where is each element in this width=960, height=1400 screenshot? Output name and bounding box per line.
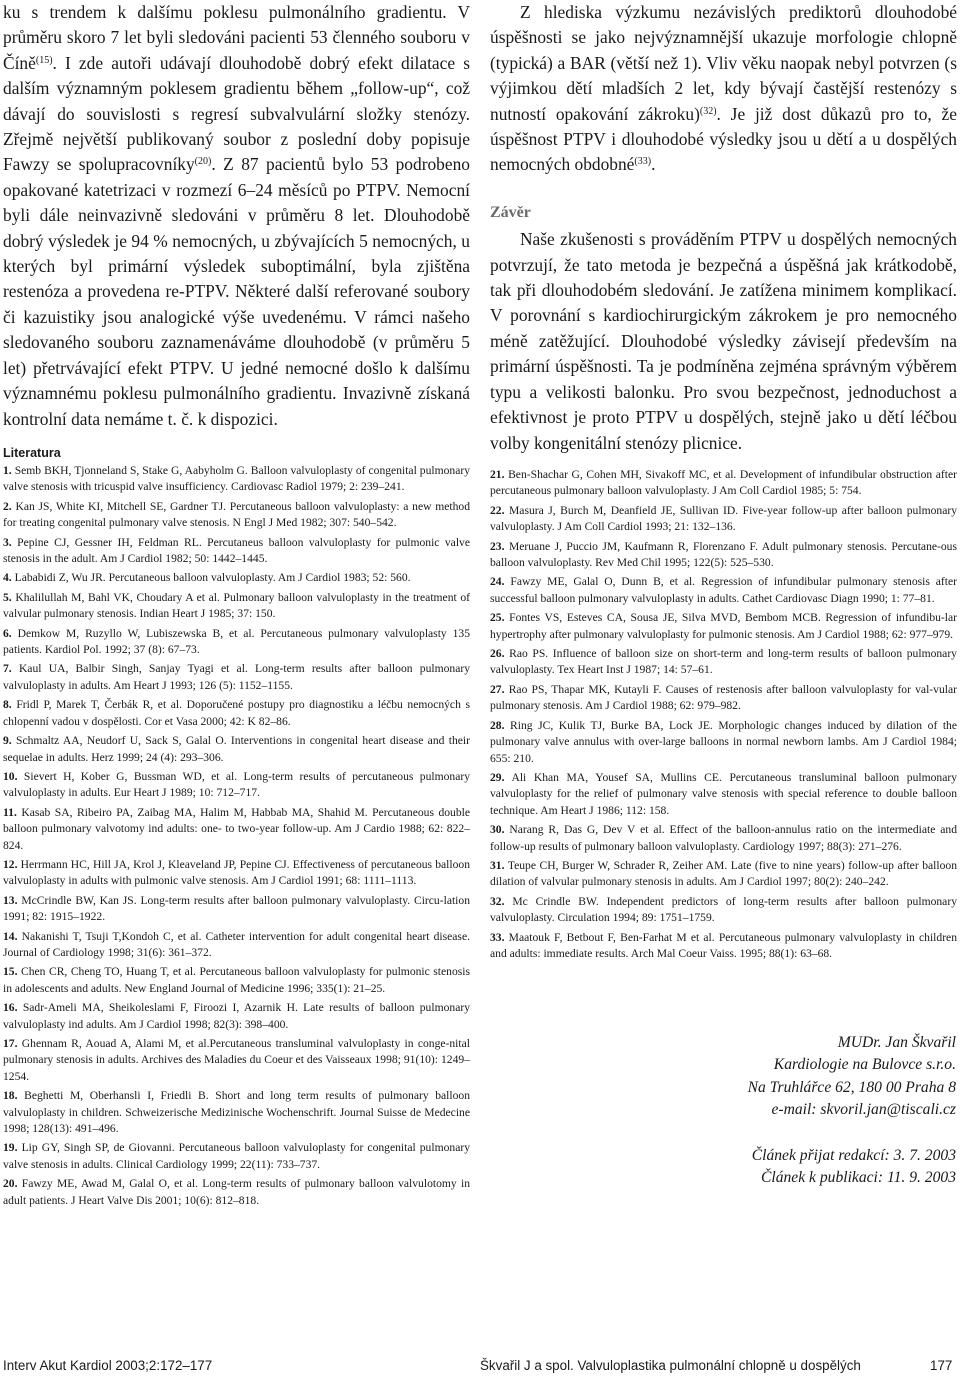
reference-text: Kaul UA, Balbir Singh, Sanjay Tyagi et al. Long-term results after balloon pulmonary valvuloplasty in adults. Am Heart J 1993; 126 (5): 1152–1155.: [3, 662, 470, 692]
reference-list: [490, 467, 957, 962]
reference-item: [490, 682, 957, 715]
reference-item: [3, 499, 470, 532]
reference-number: 31.: [490, 858, 505, 872]
reference-text: Ali Khan MA, Yousef SA, Mullins CE. Percutaneous transluminal balloon pulmonary valvuloplasty for the relief of pulmonary valve stenosis with special reference to double balloon technique. Am Heart J 1986; 112: 158.: [490, 770, 957, 817]
reference-number: 25.: [490, 611, 505, 625]
reference-number: 26.: [490, 647, 505, 661]
reference-text: Semb BKH, Tjonneland S, Stake G, Aabyholm G. Balloon valvuloplasty of congenital pulmonary valve stenosis with tricuspid valve insufficiency. Cardiovasc Radiol 1979; 2: 239–241.: [3, 464, 471, 494]
reference-item: [3, 805, 470, 854]
citation-superscript: (32): [699, 105, 717, 117]
reference-item: [490, 770, 957, 819]
citation-superscript: (15): [35, 54, 53, 66]
reference-text: Fawzy ME, Galal O, Dunn B, et al. Regression of infundibular pulmonary stenosis after successful balloon pulmonary valvuloplasty in adults. Cathet Cardiovasc Diagn 1990; 1: 77–81.: [490, 575, 957, 605]
reference-item: [3, 570, 470, 586]
reference-text: Teupe CH, Burger W, Schrader R, Zeiher AM. Late (five to nine years) follow-up after balloon dilation of valvular pulmonary stenosis in adults. Am J Cardiol 1997; 80(2): 240–242.: [490, 858, 957, 889]
reference-number: 33.: [490, 930, 505, 944]
reference-text: Pepine CJ, Gessner IH, Feldman RL. Percutaneus balloon valvuloplasty for pulmonic valve stenosis in the adult. Am J Cardiol 1982; 50: 1442–1445.: [3, 535, 470, 566]
footer-running-title: Škvařil J a spol. Valvuloplastika pulmonální chlopně u dospělých: [480, 1358, 861, 1373]
author-email: e-mail: skvoril.jan@tiscali.cz: [771, 1100, 956, 1118]
reference-number: 16.: [3, 1001, 18, 1015]
reference-number: 12.: [3, 857, 18, 871]
reference-text: Nakanishi T, Tsuji T,Kondoh C, et al. Catheter intervention for adult congenital heart disease. Journal of Cardiology 1998; 31(6): 361–372.: [3, 929, 470, 959]
right-body-column: [490, 0, 957, 456]
reference-item: [3, 463, 470, 496]
reference-item: [3, 1176, 470, 1209]
left-body-column: [3, 0, 470, 432]
reference-text: Ben-Shachar G, Cohen MH, Sivakoff MC, et al. Development of infundibular obstruction after percutaneous pulmonary balloon valvuloplasty. J Am Coll Cardiol 1985; 5: 754.: [490, 468, 957, 498]
reference-number: 6.: [3, 626, 12, 640]
reference-text: Maatouk F, Betbout F, Ben-Farhat M et al. Percutaneous pulmonary valvuloplasty in children and adults: immediate results. Arch Mal Coeur Vaiss. 1995; 88(1): 63–68.: [490, 930, 957, 960]
references-right-column: [490, 467, 957, 965]
reference-item: [3, 733, 470, 766]
reference-number: 27.: [490, 682, 505, 696]
reference-number: 2.: [3, 499, 12, 513]
reference-text: Ghennam R, Aouad A, Alami M, et al.Percutaneous transluminal valvuloplasty in conge-nital pulmonary stenosis in adults. Archives des Maladies du Coeur et des Vaisseaux 1998; 91(10): 1249–1254.: [3, 1037, 470, 1083]
reference-item: [3, 626, 470, 659]
reference-text: Rao PS. Influence of balloon size on short-term and long-term results of balloon pulmonary valvuloplasty. Tex Heart Inst J 1987; 14: 57–61.: [490, 647, 957, 677]
reference-text: Mc Crindle BW. Independent predictors of long-term results after balloon pulmonary valvuloplasty. Circulation 1994; 89: 1751–1759.: [490, 894, 957, 925]
reference-item: [490, 503, 957, 536]
reference-item: [3, 929, 470, 962]
reference-text: Beghetti M, Oberhansli I, Friedli B. Short and long term results of pulmonary balloon valvuloplasty in children. Schweizerische Medizinische Wochenschrift. Journal Suisse de Medecine 1998; 128(13): 491–496.: [3, 1089, 470, 1136]
footer-journal-citation: Interv Akut Kardiol 2003;2:172–177: [3, 1358, 213, 1373]
reference-item: [3, 535, 470, 568]
reference-item: [3, 1088, 470, 1137]
reference-text: Fawzy ME, Awad M, Galal O, et al. Long-term results of pulmonary balloon valvulotomy in adult patients. J Heart Valve Dis 2001; 10(6): 812–818.: [3, 1177, 470, 1207]
conclusion-heading: Závěr: [490, 203, 531, 221]
received-date: Článek přijat redakcí: 3. 7. 2003: [751, 1147, 956, 1165]
author-institution: Kardiologie na Bulovce s.r.o.: [773, 1056, 956, 1074]
reference-item: [490, 467, 957, 500]
reference-number: 15.: [3, 965, 18, 979]
reference-item: [3, 893, 470, 926]
reference-text: Schmaltz AA, Neudorf U, Sack S, Galal O. Interventions in congenital heart disease and their sequelae in adults. Herz 1999; 24 (4): 293–306.: [3, 734, 470, 764]
reference-number: 28.: [490, 718, 505, 732]
reference-text: Masura J, Burch M, Deanfield JE, Sullivan ID. Five-year follow-up after balloon pulmonary valvuloplasty. J Am Coll Cardiol 1993; 21: 132–136.: [490, 503, 957, 534]
reference-number: 20.: [3, 1177, 18, 1191]
reference-item: [3, 590, 470, 623]
reference-number: 14.: [3, 929, 18, 943]
reference-item: [3, 857, 470, 890]
reference-number: 1.: [3, 464, 12, 477]
reference-item: [3, 1000, 470, 1033]
reference-number: 10.: [3, 769, 18, 783]
reference-item: [490, 574, 957, 607]
reference-text: Narang R, Das G, Dev V et al. Effect of the balloon-annulus ratio on the intermediate and follow-up results of pulmonary balloon valvuloplasty. Cardiology 1997; 88(3): 271–276.: [490, 823, 957, 853]
reference-text: Lababidi Z, Wu JR. Percutaneous balloon valvuloplasty. Am J Cardiol 1983; 52: 560.: [14, 571, 411, 585]
body-paragraph: Z hlediska výzkumu nezávislých prediktorů dlouhodobé úspěšnosti se jako nejvýznamnější ukazuje morfologie chlopně (typická) a BAR (větší než 1). Vliv věku naopak nebyl potvrzen (s výjimkou dětí mladších 2 let, kdy bývají častější restenózy s nutností opakování zákroku)$^{(32)}$. Je již dost důkazů pro to, že úspěšnost PTPV i dlouhodobé výsledky jsou u dětí a u dospělých nemocných obdobné$^{(33)}$.: [490, 2, 957, 175]
reference-item: [490, 858, 957, 891]
reference-text: Khalilullah M, Bahl VK, Choudary A et al. Pulmonary balloon valvuloplasty in the treatment of valvular pulmonary stenosis. Indian Heart J 1985; 37: 150.: [3, 590, 471, 621]
reference-item: [490, 822, 957, 855]
reference-number: 7.: [3, 662, 12, 676]
reference-text: Sadr-Ameli MA, Sheikoleslami F, Firoozi I, Azarnik H. Late results of balloon pulmonary valvuloplasty ind adults. Am J Cardiol 1998; 82(3): 398–400.: [3, 1001, 470, 1031]
reference-text: Fontes VS, Esteves CA, Sousa JE, Silva MVD, Bembom MCB. Regression of infundibu-lar hypertrophy after pulmonary valvuloplasty for pulmonic stenosis. Am J Cardiol 1988; 62: 977–979.: [490, 611, 958, 641]
reference-number: 11.: [3, 805, 17, 819]
reference-number: 22.: [490, 503, 505, 517]
reference-item: [490, 718, 957, 767]
reference-number: 30.: [490, 823, 505, 837]
reference-text: Demkow M, Ruzyllo W, Lubiszewska B, et al. Percutaneous pulmonary valvuloplasty 135 patients. Kardiol Pol. 1992; 37 (8): 67–73.: [3, 626, 470, 657]
reference-text: Herrmann HC, Hill JA, Krol J, Kleaveland JP, Pepine CJ. Effectiveness of percutaneous balloon valvuloplasty in adults with pulmonic valve stenosis. Am J Cardiol 1991; 68: 1111–1113.: [3, 857, 470, 888]
reference-text: Kan JS, White KI, Mitchell SE, Gardner TJ. Percutaneous balloon valvuloplasty: a new method for treating congenital pulmonary valve stenosis. N Engl J Med 1982; 307: 540–542.: [3, 499, 470, 530]
reference-text: Ring JC, Kulik TJ, Burke BA, Lock JE. Morphologic changes induced by dilation of the pulmonary valve annulus with over-large balloons in normal newborn lambs. Am J Cardiol 1984; 655: 210.: [490, 718, 957, 765]
reference-number: 29.: [490, 770, 505, 784]
reference-text: Fridl P, Marek T, Čerbák R, et al. Doporučené postupy pro diagnostiku a léčbu nemocných s chlopenní vadou v dospělosti. Cor et Vasa 2000; 42: K 82–86.: [3, 698, 470, 728]
references-heading: Literatura: [3, 446, 61, 460]
reference-text: Sievert H, Kober G, Bussman WD, et al. Long-term results of percutaneous pulmonary valvuloplasty in adults. Eur Heart J 1989; 10: 712–717.: [3, 769, 471, 800]
reference-item: [490, 894, 957, 927]
reference-number: 17.: [3, 1037, 18, 1050]
reference-item: [490, 539, 957, 572]
reference-item: [3, 964, 470, 997]
reference-item: [490, 646, 957, 679]
reference-text: Rao PS, Thapar MK, Kutayli F. Causes of restenosis after balloon valvuloplasty for val-vular pulmonary stenosis. Am J Cardiol 1988; 62: 979–982.: [490, 682, 957, 713]
reference-number: 13.: [3, 893, 18, 907]
author-signature-block: [700, 1032, 956, 1190]
reference-number: 21.: [490, 468, 505, 481]
reference-number: 9.: [3, 734, 12, 748]
reference-text: McCrindle BW, Kan JS. Long-term results after balloon pulmonary valvuloplasty. Circu-lation 1991; 82: 1915–1922.: [3, 893, 470, 924]
citation-superscript: (33): [634, 156, 652, 168]
reference-number: 23.: [490, 539, 505, 553]
reference-text: Kasab SA, Ribeiro PA, Zaibag MA, Halim M, Habbab MA, Shahid M. Percutaneous double balloon pulmonary valvotomy ind adults: one- to two-year follow-up. Am J Cardio 1988; 62: 822–824.: [3, 805, 471, 852]
reference-item: [3, 769, 470, 802]
reference-item: [3, 1140, 470, 1173]
reference-number: 18.: [3, 1089, 18, 1103]
body-paragraph: ku s trendem k dalšímu poklesu pulmonálního gradientu. V průměru skoro 7 let byli sledováni pacienti 53 členného souboru v Číně$^{(15)}$. I zde autoři udávají dlouhodobě dobrý efekt dilatace s dalším významným poklesem gradientu během „follow-up“, což dávají do souvislosti s regresí subvalvulární složky stenózy. Zřejmě největší publikovaný soubor z poslední doby popisuje Fawzy se spolupracovníky$^{(20)}$. Z 87 pacientů bylo 53 podrobeno opakované katetrizaci v rozmezí 6–24 měsíců po PTPV. Nemocní byli dále neinvazivně sledováni v průměru 8 let. Dlouhodobě dobrý výsledek je 94 % nemocných, u zbývajících 5 nemocných, u kterých byl primární výsledek suboptimální, byla zjištěna restenóza a provedena re-PTPV. Některé další referované soubory či kazuistiky jsou analogické výše uvedenému. V rámci našeho sledovaného souboru zaznamenáváme dlouhodobě (v průměru 5 let) přetrvávající efekt PTPV. U jedné nemocné došlo k dalšímu významnému poklesu pulmonálního gradientu. Invazivně získaná kontrolní data nemáme t. č. k dispozici.: [3, 2, 470, 429]
reference-number: 19.: [3, 1141, 18, 1155]
accepted-date: Článek k publikaci: 11. 9. 2003: [760, 1169, 956, 1187]
reference-text: Chen CR, Cheng TO, Huang T, et al. Percutaneous balloon valvuloplasty for pulmonic stenosis in adolescents and adults. New England Journal of Medicine 1996; 335(1): 21–25.: [3, 965, 470, 995]
footer-page-number: 177: [930, 1358, 953, 1373]
author-address: Na Truhlářce 62, 180 00 Praha 8: [747, 1078, 956, 1096]
reference-list: [3, 463, 470, 1209]
author-name: MUDr. Jan Škvařil: [837, 1034, 956, 1051]
reference-number: 3.: [3, 535, 12, 549]
reference-number: 4.: [3, 571, 12, 585]
reference-item: [3, 1036, 470, 1085]
citation-superscript: (20): [194, 156, 212, 168]
conclusion-paragraph: Naše zkušenosti s prováděním PTPV u dospělých nemocných potvrzují, že tato metoda je bezpečná a úspěšná jak krátkodobě, tak při dlouhodobém sledování. Je zatížena minimem komplikací. V porovnání s kardiochirurgickým zákrokem je pro nemocného méně zatěžující. Dlouhodobé výsledky závisejí především na primární úspěšnosti. Ta je podmíněna zejména správným výběrem typu a velikosti balonku. Pro svou bezpečnost, jednoduchost a efektivnost je proto PTPV u dospělých, stejně jako u dětí léčbou volby kongenitální stenózy plicnice.: [490, 229, 957, 453]
references-left-column: [3, 446, 470, 1212]
reference-number: 24.: [490, 575, 505, 589]
reference-number: 8.: [3, 698, 12, 712]
reference-item: [490, 930, 957, 963]
reference-item: [3, 697, 470, 730]
reference-text: Meruane J, Puccio JM, Kaufmann R, Florenzano F. Adult pulmonary stenosis. Percutane-ous balloon valvuloplasty. Rev Med Chil 1995; 122(5): 525–530.: [490, 539, 957, 570]
reference-number: 32.: [490, 894, 505, 908]
reference-item: [490, 610, 957, 643]
reference-item: [3, 661, 470, 694]
reference-number: 5.: [3, 590, 12, 604]
reference-text: Lip GY, Singh SP, de Giovanni. Percutaneous balloon valvuloplasty for congenital pulmonary valve stenosis in adults. Clinical Cardiology 1999; 22(11): 733–737.: [3, 1141, 470, 1171]
